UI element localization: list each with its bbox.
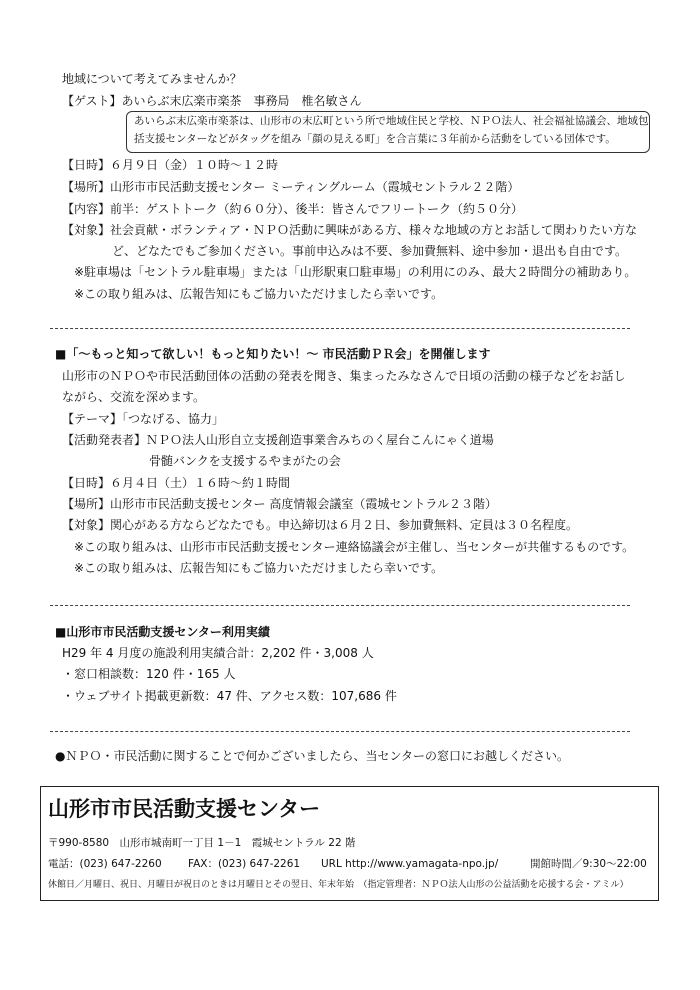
event1-guest: 【ゲスト】あいらぶ末広楽市楽茶 事務局 椎名敏さん xyxy=(62,94,362,108)
footer-hours: 開館時間／9:30～22:00 xyxy=(530,858,647,870)
event2-publicity-note: ※この取り組みは、広報告知にもご協力いただけましたら幸いです。 xyxy=(74,561,444,575)
event1-parking-note: ※駐車場は「セントラル駐車場」または「山形駅東口駐車場」の利用にのみ、最大２時間分の補助あり。 xyxy=(74,265,637,279)
event2-presenters-line2: 骨髄バンクを支援するやまがたの会 xyxy=(149,454,341,468)
event1-description-line2: 括支援センターなどがタッグを組み「顔の見える町」を合言葉に３年前から活動をしている団体です。 xyxy=(134,133,616,145)
footer-address: 〒990-8580 山形市城南町一丁目 1－1 霞城セントラル 22 階 xyxy=(48,837,356,849)
footer-closed-days: 休館日／月曜日、祝日、月曜日が祝日のときは月曜日とその翌日、年末年始 （指定管理者：ＮＰＯ法人山形の公益活動を応援する会・アミル） xyxy=(48,880,629,890)
event1-content: 【内容】前半：ゲストトーク（約６０分）、後半：皆さんでフリートーク（約５０分） xyxy=(62,202,524,216)
event1-description-line1: あいらぶ末広楽市楽茶は、山形市の末広町という所で地域住民と学校、ＮＰＯ法人、社会福祉協議会、地域包 xyxy=(134,115,649,127)
event1-target-line1: 【対象】社会貢献・ボランティア・ＮＰＯ活動に興味がある方、様々な地域の方とお話して関わりたい方な xyxy=(62,223,638,237)
divider xyxy=(50,731,630,732)
footer-fax: FAX：(023) 647-2261 xyxy=(188,858,301,870)
closing-message: ●ＮＰＯ・市民活動に関することで何かございましたら、当センターの窓口にお越しください。 xyxy=(55,749,569,763)
stats-heading: ■山形市市民活動支援センター利用実績 xyxy=(55,625,270,639)
footer-url[interactable]: URL http://www.yamagata-npo.jp/ xyxy=(321,858,499,870)
event2-date: 【日時】６月４日（土）１６時～約１時間 xyxy=(62,476,291,490)
stats-total: H29 年 4 月度の施設利用実績合計：2,202 件・3,008 人 xyxy=(62,646,374,660)
event2-place: 【場所】山形市市民活動支援センター 高度情報会議室（霞城セントラル２３階） xyxy=(62,497,497,511)
event2-theme: 【テーマ】「つなげる、協力」 xyxy=(62,412,225,426)
event1-intro: 地域について考えてみませんか？ xyxy=(62,72,242,86)
stats-counter: ・窓口相談数：120 件・165 人 xyxy=(62,667,236,681)
footer-title: 山形市市民活動支援センター xyxy=(48,797,321,821)
event2-organizer-note: ※この取り組みは、山形市市民活動支援センター連絡協議会が主催し、当センターが共催するものです。 xyxy=(74,540,635,554)
stats-website: ・ウェブサイト掲載更新数：47 件、アクセス数：107,686 件 xyxy=(62,689,397,703)
event2-intro-line1: 山形市のＮＰＯや市民活動団体の活動の発表を聞き、集まったみなさんで日頃の活動の様子などをお話し xyxy=(62,369,626,383)
event1-publicity-note: ※この取り組みは、広報告知にもご協力いただけましたら幸いです。 xyxy=(74,287,444,301)
event1-place: 【場所】山形市市民活動支援センター ミーティングルーム（霞城セントラル２２階） xyxy=(62,180,520,194)
event2-presenters-line1: 【活動発表者】ＮＰＯ法人山形自立支援創造事業舎みちのく屋台こんにゃく道場 xyxy=(62,433,494,447)
event2-intro-line2: ながら、交流を深めます。 xyxy=(62,390,206,404)
event2-target: 【対象】関心がある方ならどなたでも。申込締切は６月２日、参加費無料、定員は３０名程度。 xyxy=(62,518,579,532)
divider xyxy=(50,605,630,606)
event1-target-line2: ど、どなたでもご参加ください。事前申込みは不要、参加費無料、途中参加・退出も自由です。 xyxy=(112,244,628,258)
event2-heading: ■「～もっと知って欲しい！もっと知りたい！～ 市民活動ＰＲ会」を開催します xyxy=(55,347,491,361)
divider xyxy=(50,328,630,329)
event1-date: 【日時】６月９日（金）１０時～１２時 xyxy=(62,158,279,172)
footer-tel: 電話：(023) 647-2260 xyxy=(48,858,162,870)
